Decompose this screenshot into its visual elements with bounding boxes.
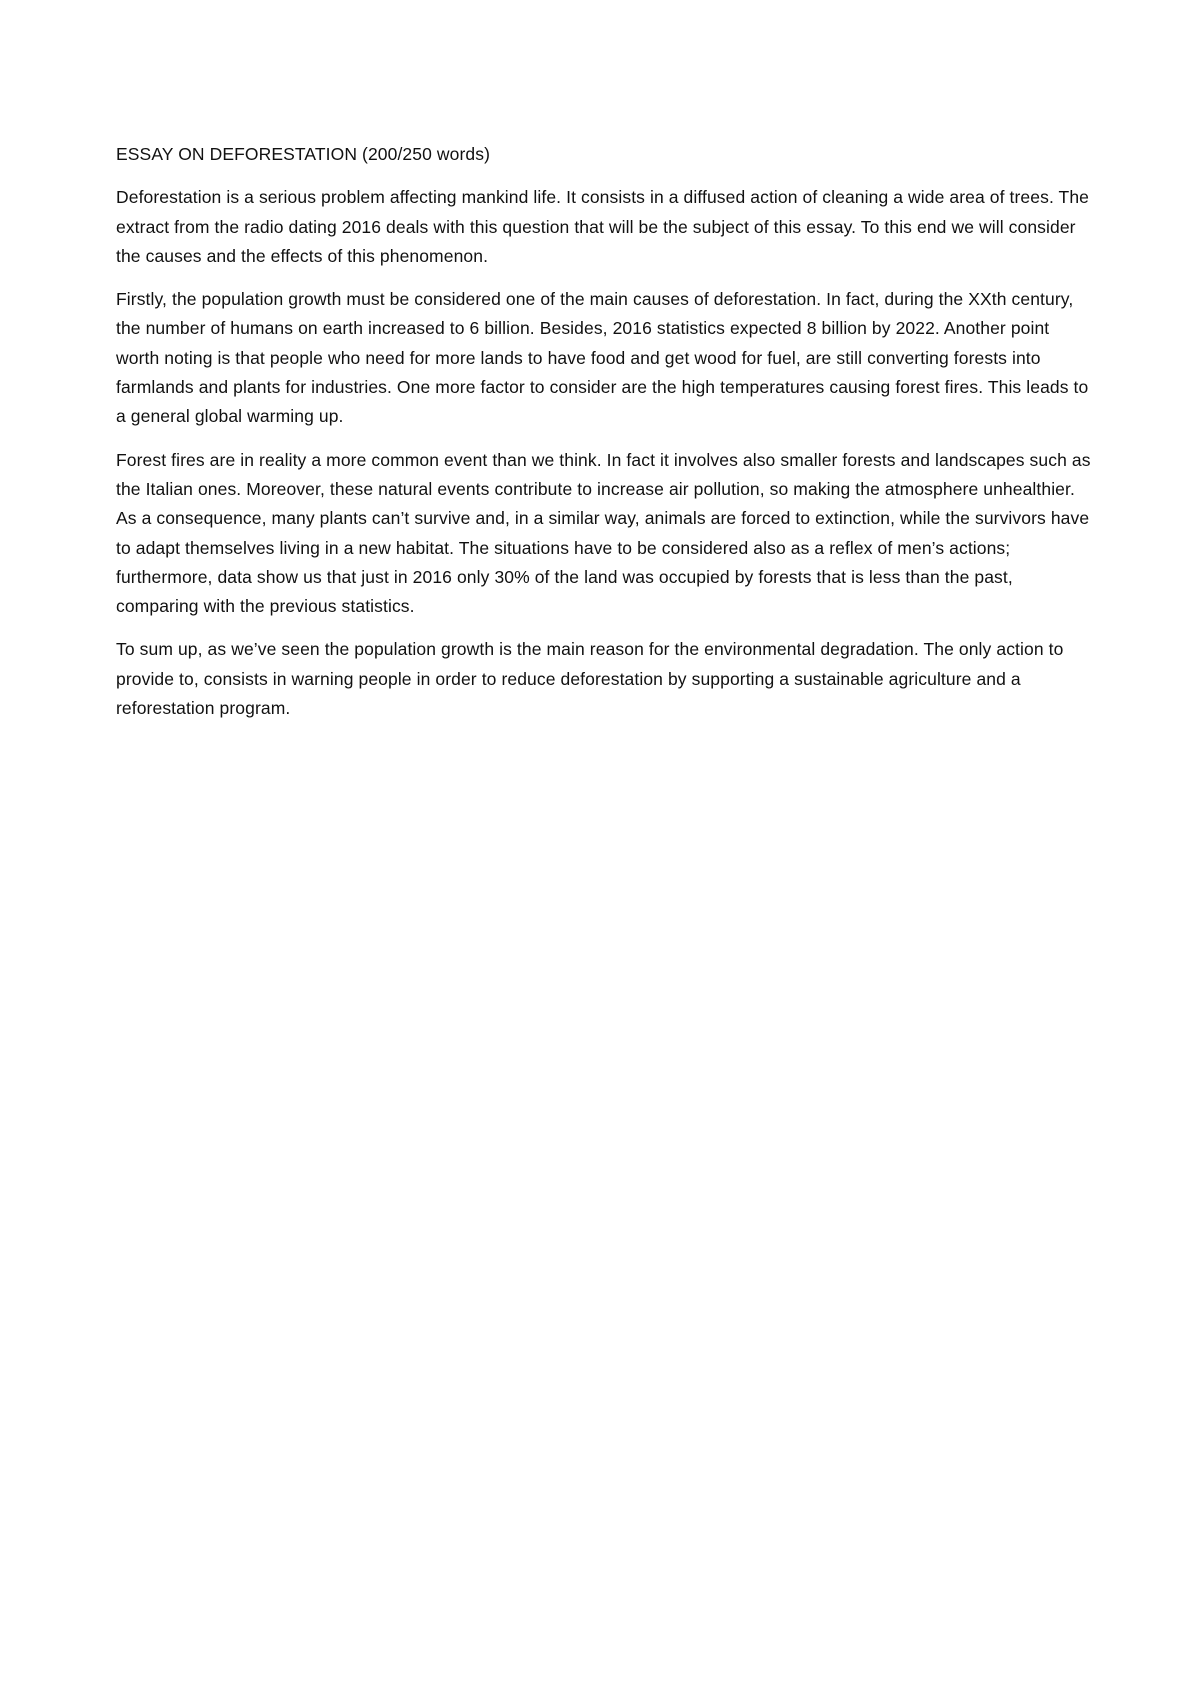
essay-title: ESSAY ON DEFORESTATION (200/250 words)	[116, 144, 490, 164]
paragraph-introduction: Deforestation is a serious problem affecting mankind life. It consists in a diffused action of cleaning a wide area of trees. The extract from the radio dating 2016 deals with this question that will be the subject of this essay. To this end we will consider the causes and the effects of this phenomenon.	[116, 187, 1090, 266]
paragraph-effects: Forest fires are in reality a more common event than we think. In fact it involves also smaller forests and landscapes such as the Italian ones. Moreover, these natural events contribute to increase air pollution, so making the atmosphere unhealthier. As a consequence, many plants can’t survive and, in a similar way, animals are forced to extinction, while the survivors have to adapt themselves living in a new habitat. The situations have to be considered also as a reflex of men’s actions; furthermore, data show us that just in 2016 only 30% of the land was occupied by forests that is less than the past, comparing with the previous statistics.	[116, 449, 1091, 617]
essay-content	[116, 140, 1096, 737]
paragraph-conclusion: To sum up, as we’ve seen the population growth is the main reason for the environmental degradation. The only action to provide to, consists in warning people in order to reduce deforestation by supporting a sustainable agriculture and a reforestation program.	[116, 639, 1064, 719]
paragraph-causes: Firstly, the population growth must be considered one of the main causes of deforestation. In fact, during the XXth century, the number of humans on earth increased to 6 billion. Besides, 2016 statistics expected 8 billion by 2022. Another point worth noting is that people who need for more lands to have food and get wood for fuel, are still converting forests into farmlands and plants for industries. One more factor to consider are the high temperatures causing forest fires. This leads to a general global warming up.	[116, 289, 1089, 427]
